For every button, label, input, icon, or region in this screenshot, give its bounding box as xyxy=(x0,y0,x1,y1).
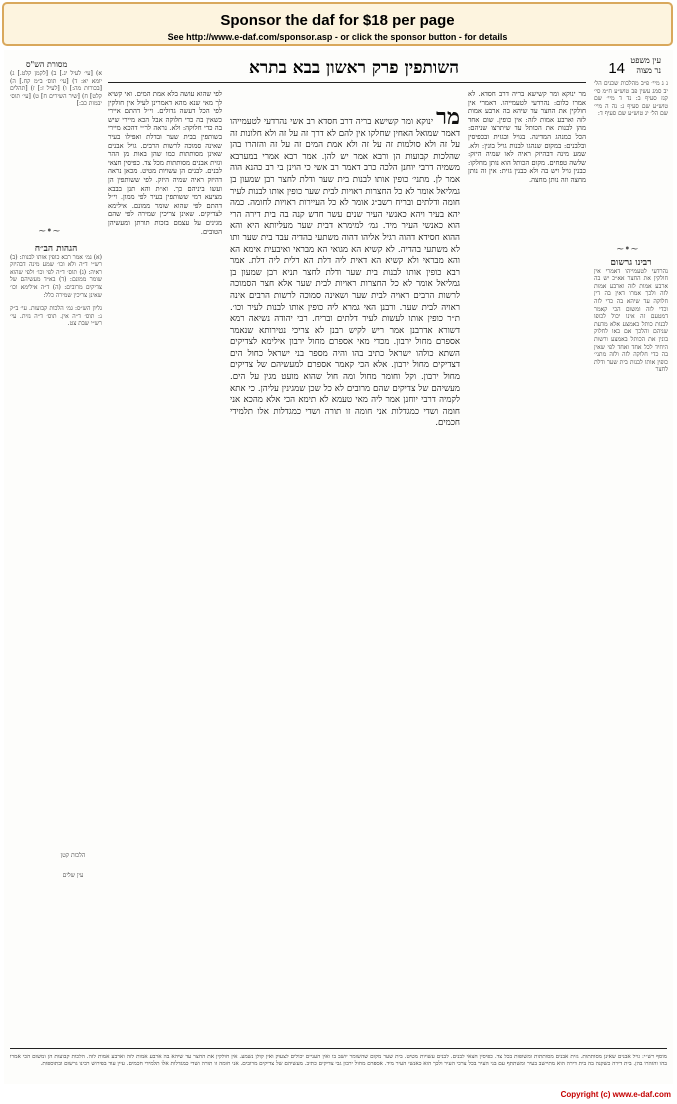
left-note-2 xyxy=(44,872,102,882)
gilyon-text: גליון הש״ס: גמ׳ הלכות קבועות. עי׳ ב״ק נ: תוס׳ ד״ה אין. תוס׳ ד״ה גזית. עי׳ רש״י שבת צט. xyxy=(10,305,102,328)
sponsor-subline[interactable]: See http://www.e-daf.com/sponsor.asp - or click the sponsor button - for details xyxy=(167,32,508,42)
ornament-divider-left: ~•~ xyxy=(38,226,61,237)
copyright-link[interactable]: Copyright (c) www.e-daf.com xyxy=(560,1090,671,1099)
hagahot-text: (א) גמ׳ אמר רבא כופין אותו לבנות: (ב) רש״י ד״ה ולא וכו׳ שמע מינה דבהיזק ראיה: (ג) תוס׳ ד״ה לפי וכו׳ ולפי שהוא שומר ממונם: (ד) בא״ד מעשיהם של צדיקים מרובים: (ה) ד״ה אילימא וכו׳ שאינן צריכין שמירה כלל: xyxy=(10,253,102,299)
left-note-1-text: הלכות קטן xyxy=(60,852,86,859)
running-head: השותפין פרק ראשון בבא בתרא xyxy=(248,58,460,78)
left-note-2-text: עין שלים xyxy=(62,872,84,879)
rabbeinu-gershom-column xyxy=(594,260,668,1050)
ein-mishpat-text: נ ג מיי׳ פ״ב מהלכות שכנים הל׳ יב סמג עשין פב טוש״ע ח״מ סי׳ קנז סעיף ב: נד ד מיי׳ שם טוש״ע שם סעיף ג: נה ה מיי׳ שם הל׳ יג טוש״ע שם סעיף ד: xyxy=(594,80,668,118)
hagahot-column xyxy=(10,246,102,806)
talmud-page xyxy=(4,50,673,1084)
sponsor-headline[interactable]: Sponsor the daf for $18 per page xyxy=(220,12,455,29)
rashi-column xyxy=(468,90,586,1030)
masoret-text: א) [עי׳ לעיל יג.] ב) [לקמן קלט.] ג) יומא יא: ד) [עי׳ תוס׳ ב״מ קח.] ה) [בכורות מה:] ו) [לעיל ז:] ז) [תהלים קלט] ח) [שיר השירים ח] ט) [עי׳ תוס׳ יבמות כב:] xyxy=(10,70,102,108)
header-rule xyxy=(108,82,586,83)
mesoret-label: מסורת הש"ס xyxy=(26,60,68,69)
ein-mishpat-column xyxy=(594,80,668,240)
rabbeinu-gershom-title: רבינו גרשום xyxy=(610,260,652,268)
gemara-opening-word: מר xyxy=(436,106,460,130)
ornament-divider: ~•~ xyxy=(616,244,639,255)
hagahot-title: הגהות הב״ח xyxy=(34,246,78,254)
bottom-notes-text: מוסף רש״י: גויל אבנים שאינן מסותתות. גזית אבנים מסותתות ומשופות בכל צד. כפיסין חצאי לבנים. לבנים עשויות מטיט. בית שער מקום שהשומר יושב בו ואין העניים יכולים לצעוק ואין קולן נשמע. אין חולקין את החצר עד שיהא בה ארבע אמות לזה וארבע אמות לזה. הלכות קבועות הן ומשום הכי אמרו בהו והזהרו בהן. בית דירה כשקנה בה בית דירה הוא מתיישב בעיר ומשתתף עם בני העיר בכל צרכי העיר ולכך הוא כאנשי העיר מיד. אספרם מחול ירבון גבי צדיקים כתיב. מעשיהם של צדיקים מרובים. אני חומה זו תורה ושדי כמגדלות אלו תלמידי חכמים. עיין עוד בפירוש רבינו גרשום ובתוספות. xyxy=(10,1054,667,1067)
tosafot-text: לפי שהוא עושה בלא אמת המים. ואי קשיא לך מאי שנא מהא דאמרינן לעיל אין חולקין לפי הכל דעשה גדולים. וי״ל דהתם איירי כשאין בה כדי חלוקה אבל הכא מיירי שיש בה כדי חלוקה: ולא. נראה לר״י דהכא מיירי בשותפין בבית שער ובדלת ואפילו בעיר שאינה סמוכה לרשות הרבים. גויל אבנים שאינן מסותתות כמו שהן באות מן ההר וגזית אבנים מסותתות מכל צד. כפיסין חצאי לבנים. לבנים הן עשויות מטיט. מכאן נראה דהיזק ראיה שמיה היזק. לפי ששותפין הן ועשו ביניהם כך. וא״ת והא תנן בבבא מציעא דמי ששותפין בעיר לפי ממון. וי״ל דהתם לפי שהוא שומר ממונם. אילימא לצדיקים. שאינן צריכין שמירה לפי שהם מגינים על עצמם בזכות תורתן ומעשיהן הטובים. xyxy=(108,90,222,236)
ein-mishpat-label: עין משפט נר מצוה xyxy=(630,56,661,75)
tosafot-column xyxy=(108,90,222,1030)
gemara-text: ינוקא ומר קשישא בריה דרב חסדא רב אשי נהרדעי לטעמייהו דאמר שמואל האחין שחלקו אין להם לא דרך זה על זה ולא חלונות זה על זה ולא סולמות זה על זה ולא אמת המים זה על זה והזהרו בהן שהלכות קבועות הן ורבא אמר יש להן. אמר רבא אמרי במערבא משמיה דרבי יוחנן הלכה כרב דאמר רב אשי כי הוינן בי רב כהנא הוה אמר לן. מתני׳ כופין אותו לבנות בית שער ודלת לחצר רבן שמעון בן גמליאל אומר לא כל החצרות ראויות לבית שער כופין אותו לבנות לעיר חומה ודלתים ובריח רשב״ג אומר לא כל העיירות ראויות לחומה. כמה יהא בעיר ויהא כאנשי העיר שנים עשר חדש קנה בה בית דירה הרי הוא כאנשי העיר מיד. גמ׳ למימרא דבית שער מעליותא היא והא ההוא חסידא דהוה רגיל אליהו דהוה משתעי בהדיה עבד בית שער ותו לא משתעי בהדיה. לא קשיא הא מגואי הא מבראי ואיבעית אימא הא והא מבראי ולא קשיא הא דאית ליה דלת הא דלית ליה דלת. אמר רבא כופין אותו לבנות בית שער ודלת לחצר תניא רבן שמעון בן גמליאל אומר לא כל החצרות ראויות לבית שער אלא חצר הסמוכה לרשות הרבים ראויה לבית שער ושאינה סמוכה לרשות הרבים אינה ראויה לבית שער. ורבנן האי גמרא ליה כופין אותו לבנות לעיר וכו׳. ת״ר כופין אותו לעשות לעיר דלתים ובריח. רבי יהודה נשיאה רמא דשורא אדרבנן אמר ריש לקיש רבנן לא צריכי נטירותא שנאמר אספרם מחול ירבון. מכדי מאי אספרם מחול ירבון אילימא לצדיקים השתא כולהו ישראל כתיב בהו והיה מספר בני ישראל כחול הים דצדיקים מחול ירבון. אלא הכי קאמר אספרם למעשיהם של צדיקים מחול ירבון. וקל וחומר מחול ומה חול שהוא מועט מגין על הים. מעשיהם של צדיקים שהם מרובים לא כל שכן שמגינין עליהן. כי אתא לקמיה דרבי יוחנן אמר ליה מאי טעמא לא תימא הכי אלא מהכא אני חומה ושדי כמגדלות אני חומה זו תורה ושדי כמגדלות אלו תלמידי חכמים. xyxy=(230,117,460,429)
masoret-column xyxy=(10,70,102,220)
gemara-column xyxy=(230,106,460,1006)
bottom-notes xyxy=(10,1054,667,1080)
left-note-1 xyxy=(44,852,102,862)
rashi-text: מר ינוקא ומר קשישא בריה דרב חסדא. לא אמרו כלום: נהרדעי לטעמייהו. דאמרי אין חולקין את החצר עד שיהא בה ארבע אמות לזה וארבע אמות לזה: אין כופין. שום אחד מהן לבנות את הכותל עד שיתרצו שניהם: הכל כמנהג המדינה. בגויל ובגזית ובכפיסין ובלבנים: במקום שנהגו לבנות גויל בונין: ולא. שמע מינה דבהיזק ראיה לאו שמיה היזק: שלשה טפחים. מקום הכותל הוא נותן מחלקו: כבנין גויל ויש בה ולא כבנין גזית: אין זה נותן מחצה וזה נותן מחצה. xyxy=(468,90,586,184)
rabbeinu-gershom-text: נהרדעי לטעמייהו דאמרי אין חולקין את החצר אא״כ יש בה ארבע אמות לזה וארבע אמות לזה ולכך אמרו דאין בה דין חלוקה עד שיהא בה כדי לזה וכדי לזה ומשום הכי קאמר דמטעם זה אינו יכול לכופו לבנות כותל באמצע אלא מדעת שניהם והלכך אם באו לחלוק בונין את הכותל באמצע ורשות היחיד לכל אחד ואחד לפי שאין בה כדי חלוקה לזה ולזה מתני׳ כופין אותו לבנות בית שער ודלת לחצר xyxy=(594,267,668,374)
page-number: 14 xyxy=(608,60,625,77)
bottom-rule xyxy=(10,1048,667,1049)
sponsor-banner[interactable] xyxy=(2,2,673,46)
